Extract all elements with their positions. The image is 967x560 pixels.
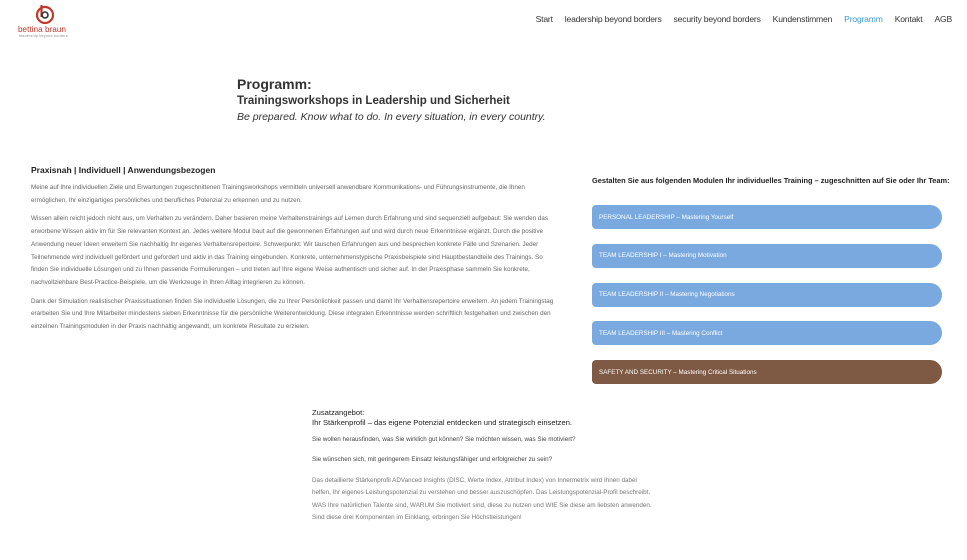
nav-item-kundenstimmen[interactable]: Kundenstimmen <box>772 14 833 24</box>
nav-item-start[interactable]: Start <box>535 14 553 24</box>
module-safety-security[interactable]: SAFETY AND SECURITY – Mastering Critical Situations <box>592 360 942 384</box>
module-personal-leadership[interactable]: PERSONAL LEADERSHIP – Mastering Yourself <box>592 205 942 229</box>
modules-heading: Gestalten Sie aus folgenden Modulen Ihr individuelles Training – zugeschnitten auf Sie oder Ihr Team: <box>592 176 950 185</box>
extra-offer-question: Sie wollen herausfinden, was Sie wirklich gut können? Sie möchten wissen, was Sie motiviert? <box>312 436 576 443</box>
module-team-leadership-2[interactable]: TEAM LEADERSHIP II – Mastering Negotiations <box>592 283 942 307</box>
module-team-leadership-1[interactable]: TEAM LEADERSHIP I – Mastering Motivation <box>592 244 942 268</box>
intro-heading: Praxisnah | Individuell | Anwendungsbezogen <box>31 165 216 175</box>
hero <box>237 76 546 123</box>
nav-item-kontakt[interactable]: Kontakt <box>894 14 923 24</box>
extra-offer-description: Das detaillierte Stärkenprofil ADVanced Insights (DISC, Werte Index, Attribut Index) von Innermetrix wird Ihnen dabei helfen, Ihr eigenes Leistungspotenzial zu verstehen und besser auszuschöpfen. Das Leistungspotenzial-Profil beschreibt, WAS Ihre natürlichen Talente sind, WARUM Sie motiviert sind, diese zu nutzen und WIE Sie diese am liebsten anwenden. Sind diese drei Komponenten im Einklang, erbringen Sie Höchstleistungen! <box>312 477 652 522</box>
modules-section <box>592 176 950 399</box>
intro-paragraph: Dank der Simulation realistischer Praxissituationen finden Sie individuelle Lösungen, die zu Ihrer Persönlichkeit passen und damit Ihr Verhaltensrepertoire erweitern. An jedem Trainingstag erarbeiten Sie und Ihre Mitarbeiter mindestens sieben Erkenntnisse für die persönliche Weiterentwicklung. Diese integralen Erkenntnisse werden schriftlich festgehalten und zwischen den einzelnen Trainingsmodulen in der Praxis nachhaltig angewandt, um konkrete Resultate zu erzielen. <box>31 297 554 331</box>
logo[interactable] <box>18 4 74 36</box>
intro-section <box>31 165 558 340</box>
nav-item-agb[interactable]: AGB <box>934 14 952 24</box>
logo-b-icon <box>35 4 55 24</box>
module-team-leadership-3[interactable]: TEAM LEADERSHIP III – Mastering Conflict <box>592 321 942 345</box>
intro-paragraph: Wissen allein reicht jedoch nicht aus, um Verhalten zu verändern. Daher basieren meine Verhaltenstrainings auf Lernen durch Erfahrung und sind sequenziell aufgebaut: Sie wenden das erworbene Wissen aktiv im für Sie relevanten Kontext an. Jedes weitere Modul baut auf die gewonnenen Erfahrungen auf und wird durch neue Erkenntnisse ergänzt. Durch die positive Anwendung neuer Ideen erweitern Sie nachhaltig Ihr eigenes Verhaltensrepertoire. Schwerpunkt: Wir tauschen Erfahrungen aus und besprechen konkrete Fälle und Szenarien. Jeder Teilnehmende wird individuell gefördert und gefordert und aktiv in das Training eingebunden. Konkrete, unternehmenstypische Praxisbeispiele sind Hauptbestandteile des Trainings. So finden Sie individuelle Lösungen und zu Ihnen passende Formulierungen – und treten auf Ihre eigene Weise authentisch und sicher auf. In der Praxisphase sammeln Sie konkrete, nachvollziehbare Best-Practice-Beispiele, um die Werkzeuge in Ihren Alltag integrieren zu können. <box>31 215 549 286</box>
nav-item-leadership-beyond-borders[interactable]: leadership beyond borders <box>564 14 662 24</box>
main-nav <box>524 14 952 24</box>
extra-offer-section <box>312 408 657 525</box>
nav-item-programm[interactable]: Programm <box>844 14 883 24</box>
extra-offer-question: Sie wünschen sich, mit geringerem Einsatz leistungsfähiger und erfolgreicher zu sein? <box>312 456 553 463</box>
page-subtitle: Trainingsworkshops in Leadership und Sicherheit <box>237 95 510 107</box>
extra-offer-title: Zusatzangebot: <box>312 408 365 417</box>
page-title: Programm: <box>237 76 312 92</box>
logo-tagline: leadership beyond borders <box>19 34 68 38</box>
page-claim: Be prepared. Know what to do. In every situation, in every country. <box>237 111 546 123</box>
logo-name: bettina braun <box>18 25 67 34</box>
extra-offer-subtitle: Ihr Stärkenprofil – das eigene Potenzial entdecken und strategisch einsetzen. <box>312 418 573 427</box>
intro-paragraph: Meine auf Ihre individuellen Ziele und Erwartungen zugeschnittenen Trainingsworkshops vermitteln universell anwendbare Kommunikations- und Führungsinstrumente, die Ihnen ermöglichen, Ihr einzigartiges persönliches und berufliches Potenzial zu erkennen und zu nutzen. <box>31 184 525 204</box>
nav-item-security-beyond-borders[interactable]: security beyond borders <box>673 14 761 24</box>
